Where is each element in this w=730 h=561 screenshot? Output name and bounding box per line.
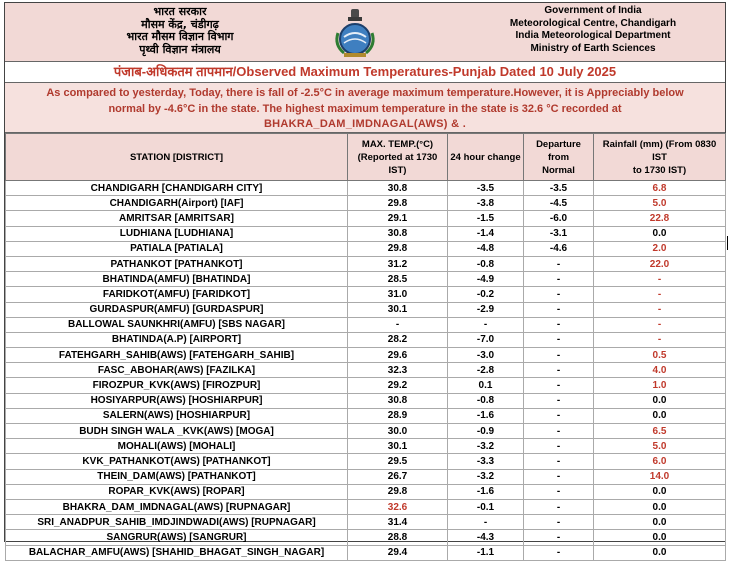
org-name-hindi: [85, 6, 275, 56]
summary-line: BHAKRA_DAM_IMDNAGAL(AWS) & .: [263, 118, 467, 130]
rainfall-cell: 22.0: [594, 256, 726, 271]
max-temp-cell: 30.1: [348, 439, 448, 454]
station-cell: BUDH SINGH WALA _KVK(AWS) [MOGA]: [6, 424, 348, 439]
rainfall-cell: 0.0: [594, 393, 726, 408]
station-cell: THEIN_DAM(AWS) [PATHANKOT]: [6, 469, 348, 484]
rainfall-cell: 0.0: [594, 545, 726, 560]
table-row: [6, 241, 726, 256]
change-cell: -1.5: [448, 211, 524, 226]
table-row: [6, 424, 726, 439]
station-cell: GURDASPUR(AMFU) [GURDASPUR]: [6, 302, 348, 317]
departure-cell: -: [524, 272, 594, 287]
max-temp-cell: 31.4: [348, 515, 448, 530]
rainfall-cell: 5.0: [594, 439, 726, 454]
rainfall-cell: 1.0: [594, 378, 726, 393]
col-header-station: STATION [DISTRICT]: [6, 134, 348, 181]
org-name-english: [493, 5, 693, 55]
max-temp-cell: 29.1: [348, 211, 448, 226]
temperature-table: [5, 133, 726, 561]
change-cell: -1.6: [448, 408, 524, 423]
org-english-line: Government of India: [544, 5, 642, 16]
change-cell: -3.3: [448, 454, 524, 469]
change-cell: -0.9: [448, 424, 524, 439]
station-cell: LUDHIANA [LUDHIANA]: [6, 226, 348, 241]
rainfall-cell: 14.0: [594, 469, 726, 484]
rainfall-cell: 0.0: [594, 530, 726, 545]
rainfall-cell: -: [594, 272, 726, 287]
station-cell: KVK_PATHANKOT(AWS) [PATHANKOT]: [6, 454, 348, 469]
table-row: [6, 196, 726, 211]
rainfall-cell: -: [594, 332, 726, 347]
departure-cell: -: [524, 317, 594, 332]
org-english-line: India Meteorological Department: [515, 30, 671, 41]
departure-cell: -: [524, 332, 594, 347]
rainfall-cell: -: [594, 287, 726, 302]
departure-cell: -: [524, 302, 594, 317]
max-temp-cell: 29.6: [348, 348, 448, 363]
station-cell: HOSIYARPUR(AWS) [HOSHIARPUR]: [6, 393, 348, 408]
max-temp-cell: 28.8: [348, 530, 448, 545]
departure-cell: -: [524, 545, 594, 560]
table-row: [6, 317, 726, 332]
table-row: [6, 408, 726, 423]
org-hindi-line: मौसम केंद्र, चंडीगढ़: [141, 17, 219, 31]
table-row: [6, 287, 726, 302]
rainfall-cell: 4.0: [594, 363, 726, 378]
max-temp-cell: 30.8: [348, 181, 448, 196]
col-header-max-temp: MAX. TEMP.(°C) (Reported at 1730 IST): [348, 134, 448, 181]
table-row: [6, 348, 726, 363]
rainfall-cell: 0.0: [594, 515, 726, 530]
org-hindi-line: भारत मौसम विज्ञान विभाग: [126, 30, 234, 43]
rainfall-cell: -: [594, 317, 726, 332]
max-temp-cell: 29.5: [348, 454, 448, 469]
max-temp-cell: 29.8: [348, 484, 448, 499]
org-english-line: Ministry of Earth Sciences: [530, 42, 656, 54]
station-cell: SRI_ANADPUR_SAHIB_IMDJINDWADI(AWS) [RUPNAGAR]: [6, 515, 348, 530]
imd-emblem-icon: [330, 7, 380, 59]
station-cell: FARIDKOT(AMFU) [FARIDKOT]: [6, 287, 348, 302]
table-row: [6, 393, 726, 408]
departure-cell: -: [524, 484, 594, 499]
rainfall-cell: 0.0: [594, 499, 726, 514]
change-cell: -1.1: [448, 545, 524, 560]
station-cell: CHANDIGARH [CHANDIGARH CITY]: [6, 181, 348, 196]
departure-cell: -: [524, 256, 594, 271]
report-frame: [4, 2, 726, 559]
departure-cell: -: [524, 287, 594, 302]
station-cell: BALLOWAL SAUNKHRI(AMFU) [SBS NAGAR]: [6, 317, 348, 332]
table-row: [6, 545, 726, 560]
rainfall-cell: 0.0: [594, 484, 726, 499]
change-cell: -1.4: [448, 226, 524, 241]
org-hindi-line: पृथ्वी विज्ञान मंत्रालय: [139, 42, 221, 56]
departure-cell: -6.0: [524, 211, 594, 226]
station-cell: CHANDIGARH(Airport) [IAF]: [6, 196, 348, 211]
max-temp-cell: 32.3: [348, 363, 448, 378]
rainfall-cell: 6.8: [594, 181, 726, 196]
station-cell: PATHANKOT [PATHANKOT]: [6, 256, 348, 271]
table-row: [6, 484, 726, 499]
org-hindi-line: भारत सरकार: [153, 5, 207, 18]
table-row: [6, 256, 726, 271]
max-temp-cell: -: [348, 317, 448, 332]
max-temp-cell: 30.8: [348, 226, 448, 241]
station-cell: BHATINDA(A.P) [AIRPORT]: [6, 332, 348, 347]
station-cell: MOHALI(AWS) [MOHALI]: [6, 439, 348, 454]
max-temp-cell: 26.7: [348, 469, 448, 484]
change-cell: -3.0: [448, 348, 524, 363]
change-cell: -7.0: [448, 332, 524, 347]
change-cell: -3.5: [448, 181, 524, 196]
station-cell: SANGRUR(AWS) [SANGRUR]: [6, 530, 348, 545]
table-row: [6, 515, 726, 530]
org-english-line: Meteorological Centre, Chandigarh: [509, 17, 677, 29]
table-row: [6, 454, 726, 469]
change-cell: -2.8: [448, 363, 524, 378]
departure-cell: -: [524, 348, 594, 363]
table-row: [6, 469, 726, 484]
table-row: [6, 499, 726, 514]
departure-cell: -4.6: [524, 241, 594, 256]
change-cell: -3.8: [448, 196, 524, 211]
max-temp-cell: 30.0: [348, 424, 448, 439]
departure-cell: -: [524, 515, 594, 530]
max-temp-cell: 32.6: [348, 499, 448, 514]
station-cell: BALACHAR_AMFU(AWS) [SHAHID_BHAGAT_SINGH_NAGAR]: [6, 545, 348, 560]
change-cell: -0.1: [448, 499, 524, 514]
table-row: [6, 302, 726, 317]
max-temp-cell: 28.9: [348, 408, 448, 423]
change-cell: -0.8: [448, 256, 524, 271]
departure-cell: -3.1: [524, 226, 594, 241]
max-temp-cell: 29.2: [348, 378, 448, 393]
departure-cell: -: [524, 378, 594, 393]
station-cell: FASC_ABOHAR(AWS) [FAZILKA]: [6, 363, 348, 378]
max-temp-cell: 28.5: [348, 272, 448, 287]
rainfall-cell: 6.5: [594, 424, 726, 439]
table-row: [6, 211, 726, 226]
table-row: [6, 181, 726, 196]
max-temp-cell: 31.2: [348, 256, 448, 271]
departure-cell: -: [524, 424, 594, 439]
departure-cell: -: [524, 408, 594, 423]
departure-cell: -: [524, 530, 594, 545]
change-cell: -2.9: [448, 302, 524, 317]
col-header-departure: Departure from Normal: [524, 134, 594, 181]
summary-text: [5, 83, 725, 133]
rainfall-cell: 0.0: [594, 226, 726, 241]
summary-line: As compared to yesterday, Today, there is fall of -2.5°C in average maximum temperature.However, it is Appreciably below: [46, 87, 684, 99]
change-cell: -3.2: [448, 469, 524, 484]
col-header-rainfall: Rainfall (mm) (From 0830 IST to 1730 IST): [594, 134, 726, 181]
table-row: [6, 226, 726, 241]
station-cell: ROPAR_KVK(AWS) [ROPAR]: [6, 484, 348, 499]
station-cell: BHATINDA(AMFU) [BHATINDA]: [6, 272, 348, 287]
station-cell: PATIALA [PATIALA]: [6, 241, 348, 256]
change-cell: -: [448, 515, 524, 530]
rainfall-cell: -: [594, 302, 726, 317]
table-row: [6, 439, 726, 454]
departure-cell: -4.5: [524, 196, 594, 211]
rainfall-cell: 0.5: [594, 348, 726, 363]
report-header: [5, 3, 725, 62]
rainfall-cell: 22.8: [594, 211, 726, 226]
departure-cell: -: [524, 454, 594, 469]
max-temp-cell: 29.4: [348, 545, 448, 560]
station-cell: FATEHGARH_SAHIB(AWS) [FATEHGARH_SAHIB]: [6, 348, 348, 363]
rainfall-cell: 6.0: [594, 454, 726, 469]
station-cell: FIROZPUR_KVK(AWS) [FIROZPUR]: [6, 378, 348, 393]
departure-cell: -: [524, 363, 594, 378]
summary-line: normal by -4.6°C in the state. The highest maximum temperature in the state is 32.6 °C recorded at: [108, 102, 622, 115]
table-header-row: [6, 134, 726, 181]
table-row: [6, 530, 726, 545]
departure-cell: -: [524, 393, 594, 408]
change-cell: -0.2: [448, 287, 524, 302]
report-title: पंजाब-अधिकतम तापमान/Observed Maximum Temperatures-Punjab Dated 10 July 2025: [5, 62, 725, 83]
change-cell: -4.8: [448, 241, 524, 256]
max-temp-cell: 31.0: [348, 287, 448, 302]
departure-cell: -: [524, 439, 594, 454]
max-temp-cell: 28.2: [348, 332, 448, 347]
table-row: [6, 272, 726, 287]
change-cell: 0.1: [448, 378, 524, 393]
max-temp-cell: 30.1: [348, 302, 448, 317]
change-cell: -: [448, 317, 524, 332]
max-temp-cell: 29.8: [348, 241, 448, 256]
departure-cell: -: [524, 469, 594, 484]
rainfall-cell: 0.0: [594, 408, 726, 423]
col-header-change: 24 hour change: [448, 134, 524, 181]
departure-cell: -3.5: [524, 181, 594, 196]
departure-cell: -: [524, 499, 594, 514]
change-cell: -4.3: [448, 530, 524, 545]
station-cell: SALERN(AWS) [HOSHIARPUR]: [6, 408, 348, 423]
change-cell: -1.6: [448, 484, 524, 499]
table-row: [6, 332, 726, 347]
change-cell: -4.9: [448, 272, 524, 287]
rainfall-cell: 2.0: [594, 241, 726, 256]
station-cell: AMRITSAR [AMRITSAR]: [6, 211, 348, 226]
rainfall-cell: 5.0: [594, 196, 726, 211]
table-row: [6, 363, 726, 378]
change-cell: -3.2: [448, 439, 524, 454]
max-temp-cell: 29.8: [348, 196, 448, 211]
change-cell: -0.8: [448, 393, 524, 408]
table-row: [6, 378, 726, 393]
max-temp-cell: 30.8: [348, 393, 448, 408]
station-cell: BHAKRA_DAM_IMDNAGAL(AWS) [RUPNAGAR]: [6, 499, 348, 514]
